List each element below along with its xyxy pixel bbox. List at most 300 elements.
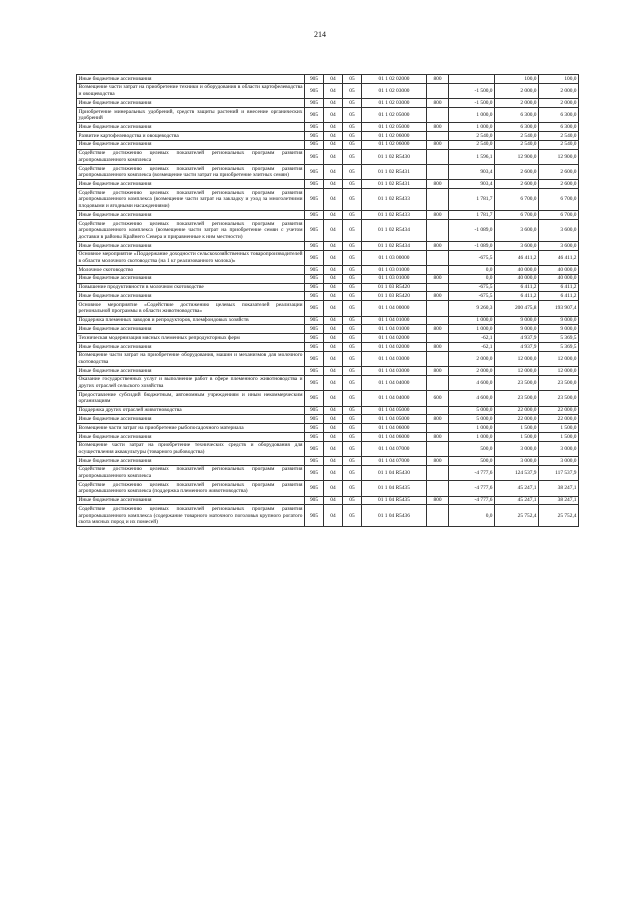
amount-year-1: 23 500,0 [495,391,539,406]
expense-type-code: 800 [427,140,449,149]
row-name: Содействие достижению целевых показателей региональных программ развития агропромышленного комплекса (возмещение части затрат на приобретение семян с учетом доставки в районы Крайнего Севера и приравненные к ним местности) [78,220,303,240]
section-code: 04 [324,140,343,149]
row-name: Иные бюджетные ассигнования [77,75,305,84]
amount-change: 903,4 [449,180,495,189]
amount-year-1: 6 300,0 [495,107,539,122]
subsection-code: 05 [343,505,362,527]
ministry-code: 905 [305,292,324,301]
ministry-code: 905 [305,165,324,180]
amount-year-1: 1 500,0 [495,432,539,441]
target-article-code: 01 1 04 06000 [362,432,427,441]
amount-year-1: 23 500,0 [495,375,539,390]
amount-year-2: 6 411,2 [539,292,579,301]
row-name: Иные бюджетные ассигнования [77,367,305,376]
expense-type-code: 800 [427,496,449,505]
amount-change: 2 540,0 [449,140,495,149]
amount-year-1: 2 000,0 [495,83,539,98]
table-row [77,241,579,250]
expense-type-code [427,149,449,164]
target-article-code: 01 1 02 05000 [362,107,427,122]
ministry-code: 905 [305,342,324,351]
ministry-code: 905 [305,83,324,98]
amount-year-1: 2 540,0 [495,132,539,141]
target-article-code: 01 1 04 R5435 [362,496,427,505]
row-name: Иные бюджетные ассигнования [77,415,305,424]
expense-type-code: 800 [427,211,449,220]
expense-type-code [427,406,449,415]
section-code: 04 [324,342,343,351]
amount-change: 0,0 [449,274,495,283]
amount-year-1: 40 000,0 [495,274,539,283]
amount-year-1: 3 600,0 [495,219,539,241]
ministry-code: 905 [305,180,324,189]
subsection-code: 05 [343,107,362,122]
amount-change: -675,5 [449,250,495,265]
expense-type-code [427,189,449,211]
expense-type-code [427,132,449,141]
row-name: Иные бюджетные ассигнования [77,241,305,250]
subsection-code: 05 [343,165,362,180]
subsection-code: 05 [343,219,362,241]
expense-type-code: 800 [427,415,449,424]
table-row [77,342,579,351]
amount-year-2: 1 500,0 [539,424,579,433]
row-name: Молочное скотоводство [77,266,305,275]
target-article-code: 01 1 04 01000 [362,325,427,334]
ministry-code: 905 [305,140,324,149]
subsection-code: 05 [343,250,362,265]
ministry-code: 905 [305,481,324,496]
expense-type-code [427,465,449,480]
amount-change: 5 000,0 [449,415,495,424]
amount-change: -675,5 [449,283,495,292]
target-article-code: 01 1 04 00000 [362,301,427,316]
amount-year-1: 25 752,4 [495,505,539,527]
row-name: Иные бюджетные ассигнования [77,342,305,351]
amount-year-2: 3 600,0 [539,241,579,250]
amount-year-2: 23 500,0 [539,375,579,390]
amount-year-1: 2 540,0 [495,140,539,149]
row-name: Поддержка племенных заводов и репродукторов, племфондовых хозяйств [77,316,305,325]
section-code: 04 [324,334,343,343]
expense-type-code: 800 [427,432,449,441]
table-row [77,211,579,220]
target-article-code: 01 1 04 03000 [362,367,427,376]
section-code: 04 [324,283,343,292]
section-code: 04 [324,99,343,108]
section-code: 04 [324,180,343,189]
row-name: Возмещение части затрат на приобретение техники и оборудования в области картофелеводства и овощеводства [78,84,303,97]
expense-type-code [427,351,449,366]
row-name: Основное мероприятие «Содействие достижению целевых показателей реализации региональной программы в области животноводства» [78,301,303,315]
ministry-code: 905 [305,149,324,164]
section-code: 04 [324,415,343,424]
amount-year-1: 4 937,9 [495,342,539,351]
amount-year-2: 40 000,0 [539,266,579,275]
target-article-code: 01 1 02 05000 [362,123,427,132]
amount-year-2: 100,0 [539,75,579,84]
row-name: Возмещение части затрат на приобретение рыбопосадочного материала [77,424,305,433]
ministry-code: 905 [305,316,324,325]
amount-year-2: 38 247,1 [539,496,579,505]
amount-year-1: 22 000,0 [495,406,539,415]
amount-change: 903,4 [449,165,495,180]
target-article-code: 01 1 04 R5430 [362,465,427,480]
section-code: 04 [324,165,343,180]
subsection-code: 05 [343,99,362,108]
amount-change: -4 777,6 [449,481,495,496]
amount-year-2: 3 600,0 [539,219,579,241]
ministry-code: 905 [305,465,324,480]
section-code: 04 [324,123,343,132]
amount-change: 0,0 [449,505,495,527]
amount-year-2: 6 300,0 [539,107,579,122]
amount-change: 500,0 [449,441,495,456]
amount-change: 1 000,0 [449,325,495,334]
target-article-code: 01 1 02 03000 [362,83,427,98]
row-name: Содействие достижению целевых показателей региональных программ развития агропромышленного комплекса (поддержка племенного животноводства) [78,481,303,495]
target-article-code: 01 1 02 03000 [362,99,427,108]
target-article-code: 01 1 04 05000 [362,415,427,424]
amount-change: -1 089,0 [449,219,495,241]
ministry-code: 905 [305,266,324,275]
budget-table-body [77,75,579,527]
ministry-code: 905 [305,274,324,283]
section-code: 04 [324,505,343,527]
table-row [77,75,579,84]
subsection-code: 05 [343,140,362,149]
table-row [77,99,579,108]
subsection-code: 05 [343,301,362,316]
amount-change: -1 500,0 [449,83,495,98]
amount-year-2: 1 500,0 [539,432,579,441]
ministry-code: 905 [305,424,324,433]
amount-year-2: 12 900,0 [539,149,579,164]
ministry-code: 905 [305,496,324,505]
amount-change: 1 000,0 [449,316,495,325]
expense-type-code: 800 [427,457,449,466]
amount-change: 1 781,7 [449,211,495,220]
section-code: 04 [324,75,343,84]
expense-type-code: 800 [427,75,449,84]
subsection-code: 05 [343,465,362,480]
table-row [77,481,579,496]
row-name: Оказание государственных услуг и выполнение работ в сфере племенного животноводства и других отраслей сельского хозяйства [78,376,303,390]
expense-type-code [427,266,449,275]
subsection-code: 05 [343,441,362,456]
row-name: Поддержка других отраслей животноводства [77,406,305,415]
table-row [77,367,579,376]
ministry-code: 905 [305,132,324,141]
row-name: Иные бюджетные ассигнования [77,211,305,220]
amount-year-1: 46 411,2 [495,250,539,265]
amount-year-2: 3 000,0 [539,441,579,456]
amount-year-1: 6 700,0 [495,211,539,220]
expense-type-code: 800 [427,241,449,250]
subsection-code: 05 [343,75,362,84]
ministry-code: 905 [305,241,324,250]
amount-year-2: 9 000,0 [539,325,579,334]
ministry-code: 905 [305,415,324,424]
subsection-code: 05 [343,375,362,390]
section-code: 04 [324,107,343,122]
table-row [77,165,579,180]
section-code: 04 [324,496,343,505]
amount-year-1: 6 700,0 [495,189,539,211]
section-code: 04 [324,367,343,376]
amount-year-2: 5 369,5 [539,342,579,351]
target-article-code: 01 1 04 02000 [362,342,427,351]
amount-change: -1 089,0 [449,241,495,250]
section-code: 04 [324,481,343,496]
amount-change: -4 777,6 [449,496,495,505]
section-code: 04 [324,132,343,141]
row-name: Содействие достижению целевых показателей региональных программ развития агропромышленного комплекса [78,466,303,480]
table-row [77,266,579,275]
row-name: Содействие достижению целевых показателей региональных программ развития агропромышленного комплекса (возмещение части затрат на закладку и уход за многолетними плодовыми и ягодными насаждениями) [78,189,303,209]
amount-year-2: 3 000,0 [539,457,579,466]
row-name: Содействие достижению целевых показателей региональных программ развития агропромышленного комплекса (возмещение части затрат на приобретение элитных семян) [78,165,303,179]
ministry-code: 905 [305,283,324,292]
page-number: 214 [314,30,326,39]
amount-year-1: 2 600,0 [495,165,539,180]
amount-year-1: 4 937,9 [495,334,539,343]
amount-year-1: 12 000,0 [495,367,539,376]
expense-type-code [427,375,449,390]
amount-year-2: 25 752,4 [539,505,579,527]
amount-change: 1 781,7 [449,189,495,211]
amount-year-1: 2 600,0 [495,180,539,189]
subsection-code: 05 [343,457,362,466]
amount-year-2: 38 247,1 [539,481,579,496]
row-name: Иные бюджетные ассигнования [77,180,305,189]
subsection-code: 05 [343,342,362,351]
amount-year-2: 23 500,0 [539,391,579,406]
expense-type-code: 800 [427,292,449,301]
target-article-code: 01 1 04 04000 [362,391,427,406]
amount-change: 500,0 [449,457,495,466]
subsection-code: 05 [343,334,362,343]
amount-year-2: 6 411,2 [539,283,579,292]
expense-type-code: 800 [427,99,449,108]
table-row [77,316,579,325]
expense-type-code [427,316,449,325]
amount-change: 1 000,0 [449,432,495,441]
amount-year-2: 40 000,0 [539,274,579,283]
section-code: 04 [324,316,343,325]
ministry-code: 905 [305,189,324,211]
ministry-code: 905 [305,107,324,122]
subsection-code: 05 [343,432,362,441]
table-row [77,424,579,433]
budget-table [76,74,579,527]
subsection-code: 05 [343,180,362,189]
section-code: 04 [324,391,343,406]
amount-year-2: 2 000,0 [539,83,579,98]
subsection-code: 05 [343,325,362,334]
amount-change: 5 000,0 [449,406,495,415]
amount-change: -4 777,6 [449,465,495,480]
amount-year-2: 22 000,0 [539,415,579,424]
target-article-code: 01 1 02 02000 [362,75,427,84]
section-code: 04 [324,325,343,334]
table-row [77,180,579,189]
amount-year-1: 2 000,0 [495,99,539,108]
amount-year-2: 22 000,0 [539,406,579,415]
section-code: 04 [324,274,343,283]
amount-year-1: 3 000,0 [495,441,539,456]
expense-type-code: 800 [427,123,449,132]
target-article-code: 01 1 04 06000 [362,424,427,433]
amount-year-2: 46 411,2 [539,250,579,265]
target-article-code: 01 1 02 R5434 [362,241,427,250]
subsection-code: 05 [343,274,362,283]
amount-year-1: 22 000,0 [495,415,539,424]
table-row [77,496,579,505]
target-article-code: 01 1 04 02000 [362,334,427,343]
table-row [77,83,579,98]
ministry-code: 905 [305,432,324,441]
section-code: 04 [324,441,343,456]
amount-year-1: 3 000,0 [495,457,539,466]
amount-year-2: 6 700,0 [539,211,579,220]
amount-year-1: 9 000,0 [495,325,539,334]
target-article-code: 01 1 04 03000 [362,351,427,366]
target-article-code: 01 1 04 R5435 [362,481,427,496]
subsection-code: 05 [343,283,362,292]
amount-year-1: 6 411,2 [495,292,539,301]
row-name: Содействие достижению целевых показателей региональных программ развития агропромышленного комплекса [78,150,303,163]
amount-year-2: 2 600,0 [539,180,579,189]
amount-year-1: 45 247,1 [495,481,539,496]
row-name: Иные бюджетные ассигнования [77,457,305,466]
amount-change: -675,5 [449,292,495,301]
target-article-code: 01 1 04 07000 [362,457,427,466]
amount-year-1: 6 300,0 [495,123,539,132]
amount-year-2: 193 907,4 [539,301,579,316]
amount-change: -1 500,0 [449,99,495,108]
expense-type-code [427,107,449,122]
row-name: Иные бюджетные ассигнования [77,432,305,441]
row-name: Иные бюджетные ассигнования [77,292,305,301]
table-row [77,283,579,292]
ministry-code: 905 [305,123,324,132]
row-name: Иные бюджетные ассигнования [77,496,305,505]
subsection-code: 05 [343,351,362,366]
amount-change: -62,1 [449,334,495,343]
target-article-code: 01 1 03 00000 [362,250,427,265]
amount-year-1: 200 475,8 [495,301,539,316]
ministry-code: 905 [305,441,324,456]
table-row [77,123,579,132]
amount-year-2: 9 000,0 [539,316,579,325]
table-row [77,325,579,334]
section-code: 04 [324,292,343,301]
amount-year-1: 12 900,0 [495,149,539,164]
amount-change: 0,0 [449,266,495,275]
amount-year-1: 124 537,9 [495,465,539,480]
subsection-code: 05 [343,189,362,211]
row-name: Техническая модернизация мясных племенных репродукторных ферм [77,334,305,343]
ministry-code: 905 [305,505,324,527]
section-code: 04 [324,266,343,275]
section-code: 04 [324,301,343,316]
ministry-code: 905 [305,219,324,241]
section-code: 04 [324,351,343,366]
amount-year-1: 9 000,0 [495,316,539,325]
row-name: Повышение продуктивности в молочном скотоводстве [77,283,305,292]
amount-year-1: 100,0 [495,75,539,84]
section-code: 04 [324,406,343,415]
ministry-code: 905 [305,75,324,84]
amount-year-2: 2 540,0 [539,140,579,149]
section-code: 04 [324,375,343,390]
expense-type-code: 800 [427,180,449,189]
expense-type-code [427,334,449,343]
section-code: 04 [324,465,343,480]
subsection-code: 05 [343,496,362,505]
section-code: 04 [324,219,343,241]
ministry-code: 905 [305,301,324,316]
table-row [77,189,579,211]
table-row [77,149,579,164]
amount-year-2: 12 000,0 [539,351,579,366]
expense-type-code [427,165,449,180]
ministry-code: 905 [305,375,324,390]
table-row [77,132,579,141]
section-code: 04 [324,457,343,466]
row-name: Иные бюджетные ассигнования [77,325,305,334]
table-row [77,505,579,527]
table-row [77,250,579,265]
ministry-code: 905 [305,325,324,334]
amount-year-1: 1 500,0 [495,424,539,433]
amount-year-1: 3 600,0 [495,241,539,250]
target-article-code: 01 1 02 R5431 [362,165,427,180]
table-row [77,140,579,149]
row-name: Основное мероприятие «Поддержание доходности сельскохозяйственных товаропроизводителей в области молочного скотоводства (на 1 кг реализованного молока)» [78,251,303,264]
target-article-code: 01 1 03 01000 [362,266,427,275]
target-article-code: 01 1 03 R5420 [362,283,427,292]
amount-change [449,75,495,84]
expense-type-code [427,441,449,456]
row-name: Иные бюджетные ассигнования [77,99,305,108]
expense-type-code [427,424,449,433]
expense-type-code: 800 [427,367,449,376]
amount-year-2: 2 600,0 [539,165,579,180]
target-article-code: 01 1 02 06000 [362,132,427,141]
expense-type-code [427,481,449,496]
table-row [77,432,579,441]
amount-year-2: 2 000,0 [539,99,579,108]
target-article-code: 01 1 04 01000 [362,316,427,325]
subsection-code: 05 [343,481,362,496]
target-article-code: 01 1 03 01000 [362,274,427,283]
target-article-code: 01 1 02 R5430 [362,149,427,164]
section-code: 04 [324,83,343,98]
expense-type-code [427,250,449,265]
row-name: Иные бюджетные ассигнования [77,274,305,283]
row-name: Приобретение минеральных удобрений, средств защиты растений и внесение органических удобрений [78,108,303,122]
table-row [77,457,579,466]
amount-change: 1 000,0 [449,424,495,433]
target-article-code: 01 1 02 R5433 [362,211,427,220]
ministry-code: 905 [305,99,324,108]
ministry-code: 905 [305,391,324,406]
subsection-code: 05 [343,391,362,406]
expense-type-code: 800 [427,274,449,283]
target-article-code: 01 1 04 05000 [362,406,427,415]
